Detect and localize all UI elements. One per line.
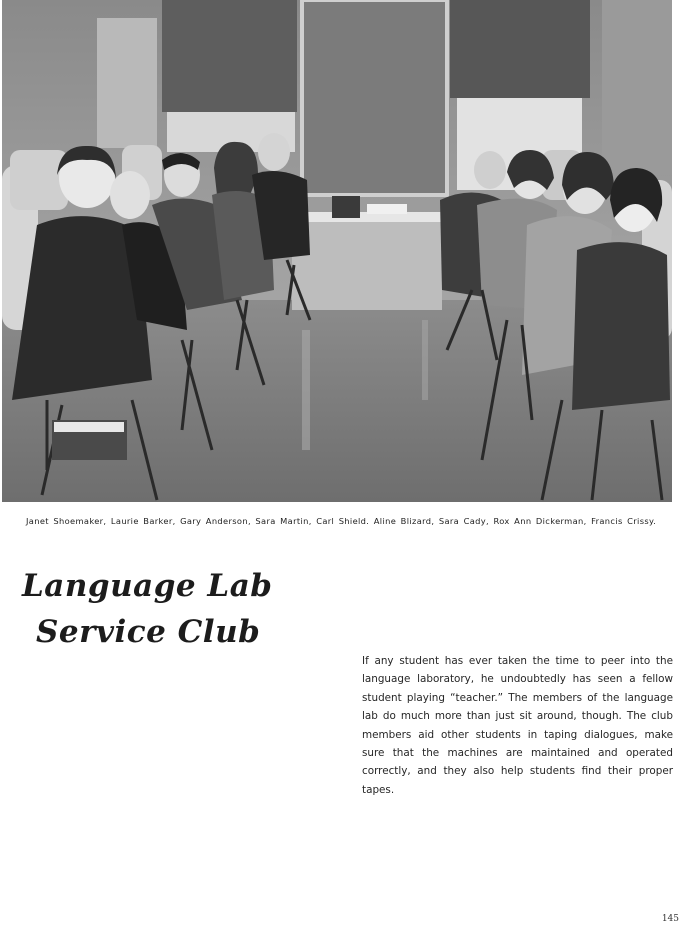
body-paragraph: If any student has ever taken the time to peer into the language laboratory, he undoubtedly has seen a fellow student playing “teacher.” The members of the language lab do much more than just sit around, though. The club members aid other students in taping dialogues, make sure that the machines are maintained and operated correctly, and they also help students find their proper tapes. — [362, 655, 673, 796]
page-title — [22, 563, 272, 655]
title-line-2: Service Club — [36, 614, 261, 650]
group-photo-image — [2, 0, 672, 502]
page-number: 145 — [661, 914, 679, 924]
photo-caption: Janet Shoemaker, Laurie Barker, Gary Anderson, Sara Martin, Carl Shield. Aline Blizard, Sara Cady, Rox Ann Dickerman, Francis Crissy. — [26, 516, 657, 526]
title-line-1: Language Lab — [22, 568, 273, 604]
group-photo — [2, 0, 672, 502]
